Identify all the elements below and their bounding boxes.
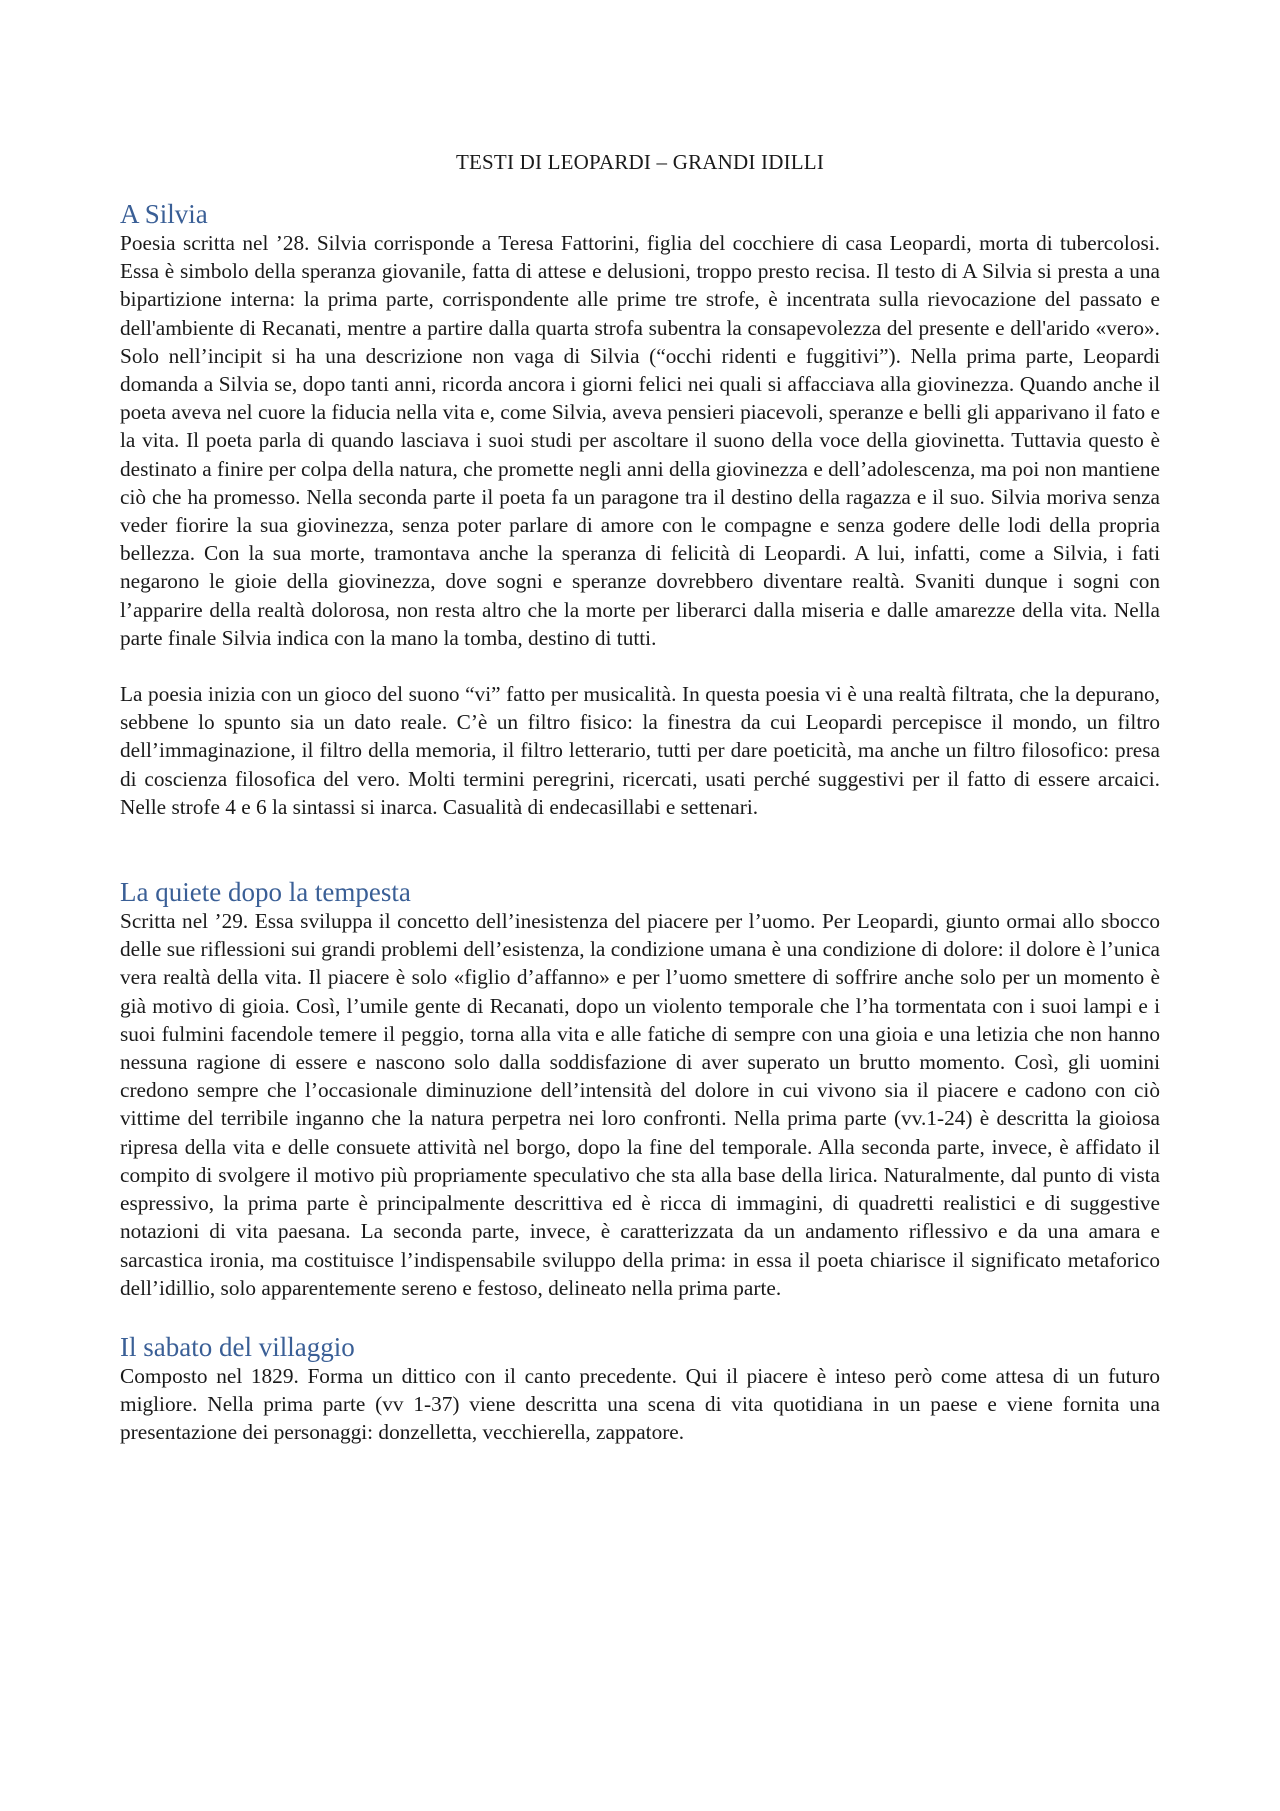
section-heading-il-sabato: Il sabato del villaggio: [120, 1331, 355, 1362]
section-heading-a-silvia: A Silvia: [120, 199, 208, 229]
section-spacer: [120, 1302, 1160, 1332]
section-la-quiete: [120, 877, 1160, 1302]
document-title: TESTI DI LEOPARDI – GRANDI IDILLI: [455, 150, 825, 174]
section-a-silvia: [120, 199, 1160, 821]
paragraph-a-silvia-2: La poesia inizia con un gioco del suono “vi” fatto per musicalità. In questa poesia vi è una realtà filtrata, che la depurano, sebbene lo spunto sia un dato reale. C’è un filtro fisico: la finestra da cui Leopardi percepisce il mondo, un filtro dell’immaginazione, il filtro della memoria, il filtro letterario, tutti per dare poeticità, ma anche un filtro filosofico: presa di coscienza filosofica del vero. Molti termini peregrini, ricercati, usati perché suggestivi per il fatto di essere arcaici. Nelle strofe 4 e 6 la sintassi si inarca. Casualità di endecasillabi e settenari.: [120, 682, 1160, 819]
paragraph-a-silvia-1: Poesia scritta nel ’28. Silvia corrisponde a Teresa Fattorini, figlia del cocchiere di casa Leopardi, morta di tubercolosi. Essa è simbolo della speranza giovanile, fatta di attese e delusioni, troppo presto recisa. Il testo di A Silvia si presta a una bipartizione interna: la prima parte, corrispondente alle prime tre strofe, è incentrata sulla rievocazione del passato e dell'ambiente di Recanati, mentre a partire dalla quarta strofa subentra la consapevolezza del presente e dell'arido «vero». Solo nell’incipit si ha una descrizione non vaga di Silvia (“occhi ridenti e fuggitivi”). Nella prima parte, Leopardi domanda a Silvia se, dopo tanti anni, ricorda ancora i giorni felici nei quali si affacciava alla giovinezza. Quando anche il poeta aveva nel cuore la fiducia nella vita e, come Silvia, aveva pensieri piacevoli, speranze e belli gli apparivano il fato e la vita. Il poeta parla di quando lasciava i suoi studi per ascoltare il suono della voce della giovinetta. Tuttavia questo è destinato a finire per colpa della natura, che promette negli anni della giovinezza e dell’adolescenza, ma poi non mantiene ciò che ha promesso. Nella seconda parte il poeta fa un paragone tra il destino della ragazza e il suo. Silvia moriva senza veder fiorire la sua giovinezza, senza poter parlare di amore con le compagne e senza godere delle lodi della propria bellezza. Con la sua morte, tramontava anche la speranza di felicità di Leopardi. A lui, infatti, come a Silvia, i fati negarono le gioie della giovinezza, dove sogni e speranze dovrebbero diventare realtà. Svaniti dunque i sogni con l’apparire della realtà dolorosa, non resta altro che la morte per liberarci dalla miseria e dalle amarezze della vita. Nella parte finale Silvia indica con la mano la tomba, destino di tutti.: [120, 231, 1160, 650]
section-il-sabato: [120, 1332, 1160, 1447]
document-page: [120, 150, 1160, 1447]
paragraph-spacer: [120, 652, 1160, 680]
section-spacer: [120, 821, 1160, 877]
paragraph-la-quiete-1: Scritta nel ’29. Essa sviluppa il concetto dell’inesistenza del piacere per l’uomo. Per Leopardi, giunto ormai allo sbocco delle sue riflessioni sui grandi problemi dell’esistenza, la condizione umana è una condizione di dolore: il dolore è l’unica vera realtà della vita. Il piacere è solo «figlio d’affanno» e per l’uomo smettere di soffrire anche solo per un momento è già motivo di gioia. Così, l’umile gente di Recanati, dopo un violento temporale che l’ha tormentata con i suoi lampi e i suoi fulmini facendole temere il peggio, torna alla vita e alle fatiche di sempre con una gioia e una letizia che non hanno nessuna ragione di essere e nascono solo dalla soddisfazione di aver superato un brutto momento. Così, gli uomini credono sempre che l’occasionale diminuzione dell’intensità del dolore in cui vivono sia il piacere e cadono con ciò vittime del terribile inganno che la natura perpetra nei loro confronti. Nella prima parte (vv.1-24) è descritta la gioiosa ripresa della vita e delle consuete attività nel borgo, dopo la fine del temporale. Alla seconda parte, invece, è affidato il compito di svolgere il motivo più propriamente speculativo che sta alla base della lirica. Naturalmente, dal punto di vista espressivo, la prima parte è principalmente descrittiva ed è ricca di immagini, di quadretti realistici e di suggestive notazioni di vita paesana. La seconda parte, invece, è caratterizzata da un andamento riflessivo e da una amara e sarcastica ironia, ma costituisce l’indispensabile sviluppo della prima: in essa il poeta chiarisce il significato metaforico dell’idillio, solo apparentemente sereno e festoso, delineato nella prima parte.: [120, 909, 1160, 1300]
section-heading-la-quiete: La quiete dopo la tempesta: [120, 877, 411, 908]
paragraph-il-sabato-1: Composto nel 1829. Forma un dittico con il canto precedente. Qui il piacere è inteso però come attesa di un futuro migliore. Nella prima parte (vv 1-37) viene descritta una scena di vita quotidiana in un paese e viene fornita una presentazione dei personaggi: donzelletta, vecchierella, zappatore.: [120, 1363, 1160, 1445]
